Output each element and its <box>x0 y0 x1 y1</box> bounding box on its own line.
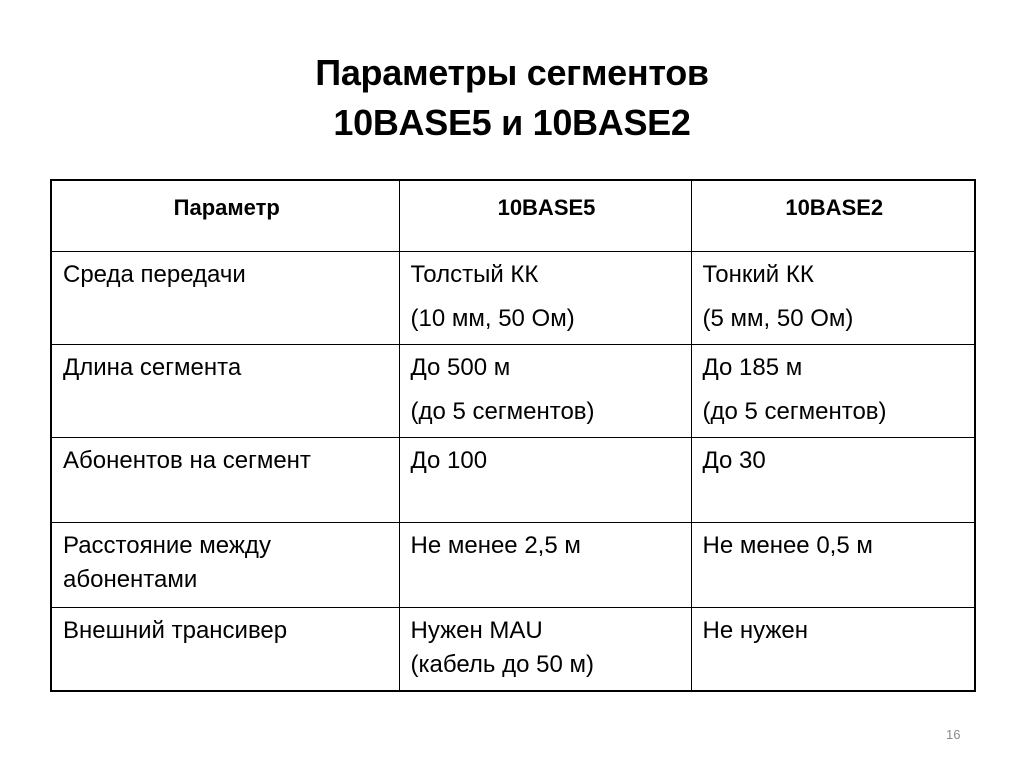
10base5-cell <box>399 608 691 692</box>
param-cell <box>51 608 399 692</box>
value-line: До 30 <box>702 447 766 474</box>
value-line: (10 мм, 50 Ом) <box>410 305 575 332</box>
value-line: Нужен MAU <box>410 617 543 644</box>
param-cell <box>51 252 399 345</box>
10base5-cell <box>399 345 691 438</box>
10base2-cell <box>691 252 975 345</box>
param-text: Абонентов на сегмент <box>63 447 311 474</box>
param-cell <box>51 523 399 608</box>
10base2-cell <box>691 523 975 608</box>
value-line: До 185 м <box>702 354 803 381</box>
param-cell <box>51 438 399 523</box>
value-line: (5 мм, 50 Ом) <box>702 305 854 332</box>
header-parameter: Параметр <box>51 180 399 252</box>
param-text: Длина сегмента <box>63 354 242 381</box>
10base5-cell <box>399 252 691 345</box>
value-line: (кабель до 50 м) <box>410 651 594 678</box>
10base2-cell <box>691 608 975 692</box>
value-line: Тонкий КК <box>702 261 814 288</box>
header-10base5: 10BASE5 <box>399 180 691 252</box>
table-row <box>51 523 975 608</box>
table-row <box>51 608 975 692</box>
page-number: 16 <box>946 727 961 742</box>
table-row <box>51 438 975 523</box>
value-line: Не нужен <box>702 617 809 644</box>
value-line: Не менее 2,5 м <box>410 532 581 559</box>
header-row <box>51 180 975 252</box>
param-text: абонентами <box>63 566 198 593</box>
param-text: Внешний трансивер <box>63 617 288 644</box>
table-row <box>51 345 975 438</box>
value-line: До 100 <box>410 447 488 474</box>
parameters-table <box>50 179 976 692</box>
table-row <box>51 252 975 345</box>
title-line-2: 10BASE5 и 10BASE2 <box>333 102 691 143</box>
header-10base2: 10BASE2 <box>691 180 975 252</box>
value-line: До 500 м <box>410 354 511 381</box>
title-line-1: Параметры сегментов <box>315 52 709 93</box>
10base2-cell <box>691 345 975 438</box>
param-text: Среда передачи <box>63 261 246 288</box>
10base5-cell <box>399 523 691 608</box>
param-cell <box>51 345 399 438</box>
value-line: (до 5 сегментов) <box>410 398 595 425</box>
slide-title <box>0 48 1024 148</box>
value-line: (до 5 сегментов) <box>702 398 887 425</box>
param-text: Расстояние между <box>63 532 271 559</box>
value-line: Толстый КК <box>410 261 539 288</box>
value-line: Не менее 0,5 м <box>702 532 873 559</box>
10base2-cell <box>691 438 975 523</box>
10base5-cell <box>399 438 691 523</box>
